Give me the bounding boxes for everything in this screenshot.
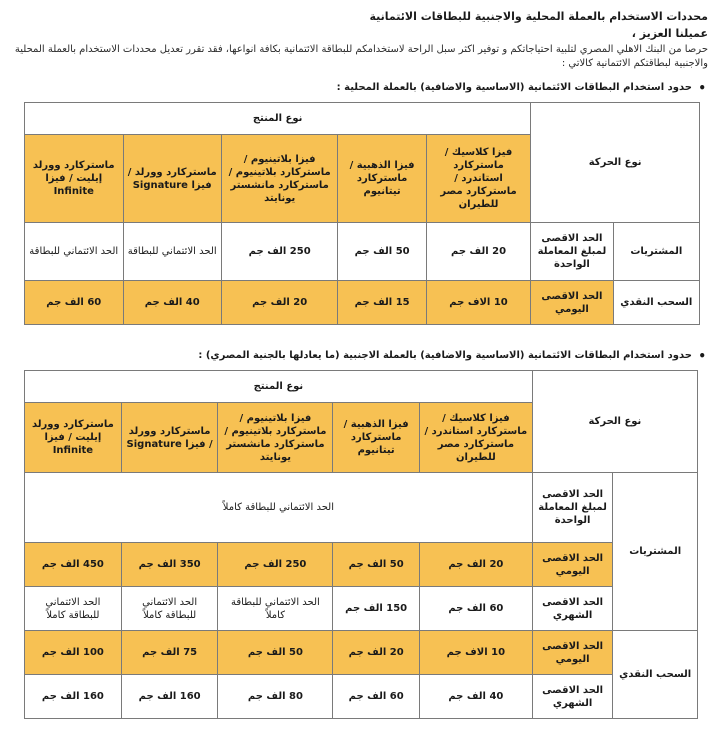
table-cell: 20 الف جم	[221, 281, 338, 325]
local-currency-limits-table	[24, 102, 700, 325]
table-cell: 40 الف جم	[419, 675, 532, 719]
table-cell: الحد الائتماني للبطاقة كاملاً	[121, 587, 218, 631]
table-cell: 250 الف جم	[221, 223, 338, 281]
product-header: فيزا كلاسيك / ماستركارد استاندرد / ماستركارد مصر للطيران	[419, 403, 532, 473]
row-sublabel: الحد الاقصى الشهري	[532, 675, 613, 719]
row-sublabel: الحد الاقصى اليومي	[531, 281, 613, 325]
row-sublabel: الحد الاقصى اليومي	[532, 543, 613, 587]
table-cell: 450 الف جم	[25, 543, 122, 587]
row-sublabel: الحد الاقصى لمبلغ المعاملة الواحدة	[532, 473, 613, 543]
row-label-purchases: المشتريات	[613, 473, 698, 631]
row-sublabel: الحد الاقصى الشهري	[532, 587, 613, 631]
table-cell: 10 الاف جم	[419, 631, 532, 675]
section1-heading: • حدود استخدام البطاقات الائتمانية (الاساسية والاضافية) بالعملة المحلية :	[12, 82, 692, 93]
product-header: فيزا الذهبية / ماستركارد تيتانيوم	[338, 135, 426, 223]
table-cell: الحد الائتماني للبطاقة	[123, 223, 221, 281]
table-cell: 250 الف جم	[218, 543, 333, 587]
table-cell: الحد الائتماني للبطاقة كاملاً	[218, 587, 333, 631]
table-cell: 20 الف جم	[333, 631, 420, 675]
table-cell: 50 الف جم	[218, 631, 333, 675]
table-cell: 10 الاف جم	[426, 281, 530, 325]
page-title: محددات الاستخدام بالعملة المحلية والاجنبية للبطاقات الائتمانية	[369, 10, 708, 23]
table-cell: 40 الف جم	[123, 281, 221, 325]
product-header: فيزا بلاتينيوم / ماستركارد بلاتينيوم / ماستركارد مانشستر يونايتد	[218, 403, 333, 473]
table-cell: الحد الائتماني للبطاقة	[25, 223, 124, 281]
foreign-currency-limits-table	[24, 370, 698, 719]
table-cell: 60 الف جم	[25, 281, 124, 325]
product-header: ماستركارد وورلد / فيزا Signature	[121, 403, 218, 473]
product-header: فيزا الذهبية / ماستركارد تيتانيوم	[333, 403, 420, 473]
row-label-purchases: المشتريات	[613, 223, 699, 281]
greeting: عميلنا العزيز ،	[631, 27, 708, 40]
section2-heading: • حدود استخدام البطاقات الائتمانية (الاساسية والاضافية) بالعملة الاجنبية (ما يعادلها بالجنية المصري) :	[12, 350, 692, 361]
table-cell: 15 الف جم	[338, 281, 426, 325]
row-label-cash: السحب النقدي	[613, 281, 699, 325]
table-cell: 150 الف جم	[333, 587, 420, 631]
product-header: ماستركارد وورلد / فيزا Signature	[123, 135, 221, 223]
table-cell: 100 الف جم	[25, 631, 122, 675]
table-cell: 20 الف جم	[426, 223, 530, 281]
row-sublabel: الحد الاقصى لمبلغ المعاملة الواحدة	[531, 223, 613, 281]
product-header: ماستركارد وورلد إيليت / فيزا Infinite	[25, 403, 122, 473]
table-cell: 80 الف جم	[218, 675, 333, 719]
intro-paragraph: حرصا من البنك الاهلي المصري لتلبية احتياجاتكم و توفير اكثر سبل الراحة لاستخدامكم للبطاقة الائتمانية بكافة انواعها، فقد تقرر تعديل محددات الاستخدام بالعملة المحلية والاجنبية لبطاقتكم الائتمانية كالاتي :	[14, 44, 708, 69]
product-header: فيزا كلاسيك / ماستركارد استاندرد / ماستركارد مصر للطيران	[426, 135, 530, 223]
table-cell: 20 الف جم	[419, 543, 532, 587]
table-cell: 350 الف جم	[121, 543, 218, 587]
table-cell: 50 الف جم	[333, 543, 420, 587]
row-label-cash: السحب النقدي	[613, 631, 698, 719]
table-cell: 160 الف جم	[25, 675, 122, 719]
product-header: فيزا بلاتينيوم / ماستركارد بلاتينيوم / ماستركارد مانشستر يونايتد	[221, 135, 338, 223]
table-cell-merged: الحد الائتماني للبطاقة كاملاً	[25, 473, 533, 543]
table-cell: 160 الف جم	[121, 675, 218, 719]
transaction-type-header: نوع الحركة	[532, 371, 697, 473]
table-cell: الحد الائتماني للبطاقة كاملاً	[25, 587, 122, 631]
transaction-type-header: نوع الحركة	[531, 103, 700, 223]
table-cell: 75 الف جم	[121, 631, 218, 675]
table-cell: 60 الف جم	[333, 675, 420, 719]
product-type-header: نوع المنتج	[25, 371, 533, 403]
table-cell: 60 الف جم	[419, 587, 532, 631]
row-sublabel: الحد الاقصى اليومي	[532, 631, 613, 675]
product-header: ماستركارد وورلد إيليت / فيزا Infinite	[25, 135, 124, 223]
table-cell: 50 الف جم	[338, 223, 426, 281]
product-type-header: نوع المنتج	[25, 103, 531, 135]
